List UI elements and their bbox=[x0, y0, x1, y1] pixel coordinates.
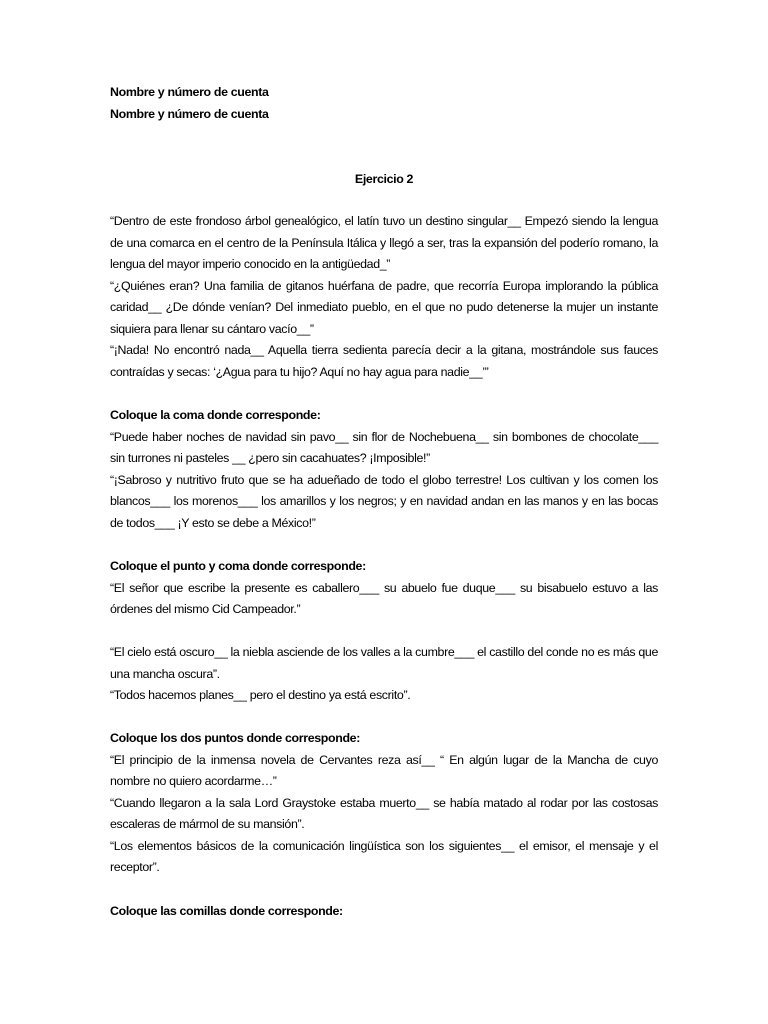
section-heading: Coloque el punto y coma donde corresponde: bbox=[110, 559, 366, 573]
exercise-paragraph: “Los elementos básicos de la comunicación lingüística son los siguientes__ el emisor, el mensaje y el receptor”. bbox=[110, 838, 658, 874]
intro-paragraph: “¡Nada! No encontró nada__ Aquella tierra sedienta parecía decir a la gitana, mostrándole sus fauces contraídas y secas: ‘¿Agua para tu hijo? Aquí no hay agua para nadie__’” bbox=[110, 343, 658, 379]
intro-paragraph: “Dentro de este frondoso árbol genealógico, el latín tuvo un destino singular__ Empezó siendo la lengua de una comarca en el centro de la Península Itálica y llegó a ser, tras la expansión del poderío romano, la lengua del mayor imperio conocido en la antigüedad_” bbox=[110, 214, 658, 271]
intro-paragraph: “¿Quiénes eran? Una familia de gitanos huérfana de padre, que recorría Europa implorando la pública caridad__ ¿De dónde venían? Del inmediato pueblo, en el que no pudo detenerse la mujer un instante siquiera para llenar su cántaro vacío__” bbox=[110, 278, 658, 336]
header-name-line-1: Nombre y número de cuenta bbox=[110, 85, 269, 99]
section-coma bbox=[110, 405, 658, 534]
exercise-paragraph: “El señor que escribe la presente es caballero___ su abuelo fue duque___ su bisabuelo estuvo a las órdenes del mismo Cid Campeador.” bbox=[110, 580, 658, 616]
exercise-paragraph: “Todos hacemos planes__ pero el destino ya está escrito”. bbox=[110, 688, 411, 702]
header-name-line-2: Nombre y número de cuenta bbox=[110, 107, 269, 121]
exercise-paragraph: “El cielo está oscuro__ la niebla asciende de los valles a la cumbre___ el castillo del conde no es más que una mancha oscura”. bbox=[110, 645, 658, 681]
exercise-paragraph: “El principio de la inmensa novela de Cervantes reza así__ “ En algún lugar de la Mancha de cuyo nombre no quiero acordarme…” bbox=[110, 752, 658, 788]
section-heading: Coloque la coma donde corresponde: bbox=[110, 408, 321, 422]
section-punto-y-coma-continued bbox=[110, 642, 658, 707]
section-dos-puntos bbox=[110, 728, 658, 879]
section-comillas-heading: Coloque las comillas donde corresponde: bbox=[110, 904, 343, 918]
exercise-title: Ejercicio 2 bbox=[354, 172, 414, 186]
exercise-paragraph: “Puede haber noches de navidad sin pavo__ sin flor de Nochebuena__ sin bombones de chocolate___ sin turrones ni pasteles __ ¿pero sin cacahuates? ¡Imposible!” bbox=[110, 429, 658, 465]
intro-section bbox=[110, 211, 658, 383]
exercise-paragraph: “Cuando llegaron a la sala Lord Graystoke estaba muerto__ se había matado al rodar por las costosas escaleras de mármol de su mansión”. bbox=[110, 795, 658, 831]
section-punto-y-coma bbox=[110, 556, 658, 621]
exercise-paragraph: “¡Sabroso y nutritivo fruto que se ha adueñado de todo el globo terrestre! Los cultivan y los comen los blancos___ los morenos___ los amarillos y los negros; y en navidad andan en las manos y en las bocas de todos___ ¡Y esto se debe a México!” bbox=[110, 472, 658, 530]
section-heading: Coloque los dos puntos donde corresponde: bbox=[110, 731, 360, 745]
